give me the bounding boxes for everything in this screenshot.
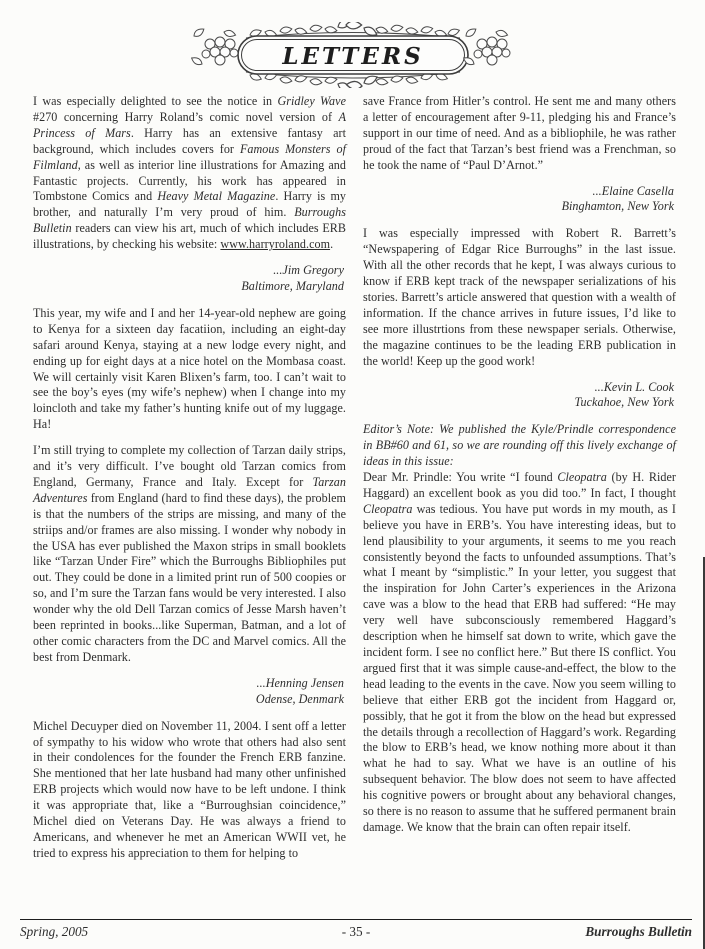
text-segment: from England (hard to find these days), the problem is that the numbers of the strips are missing, and many of the striips and/or frames are also missing. I wonder why nobody in the USA has ever published the Maxon strips in small booklets like “Tarzan Under Fire” which the Burroughs Bibliophiles put out. They could be done in a limited print run of 500 coopies or so, and I’m sure the Tarzan fans would be very interested. I also wonder why the old Dell Tarzan comics of Jesse Marsh haven’t been reprinted in books...like Superman, Batman, and a lot of other comic characters from the DC and Marvel comics. All the best from Denmark. [33, 490, 346, 664]
signature-line: Tuckahoe, New York [574, 395, 674, 410]
footer-issue-date: Spring, 2005 [20, 924, 89, 939]
signature-line: ...Jim Gregory [273, 263, 344, 278]
column-right [363, 94, 676, 872]
letter-paragraph [363, 470, 676, 836]
text-segment: Cleopatra [557, 470, 607, 485]
letter-signature [363, 184, 674, 216]
letter-paragraph [33, 306, 346, 433]
text-segment: was tedious. You have put words in my mouth, as I believe you have in ERB’s. You have interesting ideas, but to lend plausibility to your arguments, it seems to me you reach consistently beyond the facts to unfounded assumptions. That’s what I meant by “simplistic.” In your letter, you suggest that the inspiration for John Carter’s experiences in the Arizona cave was a blow to the head that ERB had suffered: “He may very well have subconsciously remembered Haggard’s description when he himself sat down to write, which gave the incident form. I see no conflict here.” But there IS conflict. You argued first that it was simple cause-and-effect, the blow to the head leading to the events in the cave. Now you seem willing to believe that either ERB got the incident from Haggard or, possibly, that he got it from the blow on the head but expressed the details through a recollection of Haggard’s work. Regarding the blow to ERB’s head, we know nothing more about it than what he had to say. What we have is an outline of his subsequent behavior. The blow does not seem to have affected his cognitive powers or brought about any behavioral changes, so there is no reason to assume that he suffered permanent brain damage. We know that the brain can often repair itself. [363, 501, 676, 834]
letter-paragraph [33, 94, 346, 253]
letters-banner [180, 22, 525, 88]
text-segment: I was especially impressed with Robert R. Barrett’s “Newspapering of Edgar Rice Burroughs” in the last issue. With all the other records that he kept, I was always curious to know if ERB kept track of the newspaper serializations of his stories. Barrett’s article answered that question with a wealth of information. If the chance arrives in future issues, I’d like to see more illustrtions from these newspaper serials. Otherwise, the magazine continues to be the leading ERB publication in the world! Keep up the good work! [363, 226, 676, 368]
letter-paragraph [33, 443, 346, 666]
page-title: LETTERS [282, 43, 424, 70]
text-segment: #270 concerning Harry Roland’s comic novel version of [33, 109, 339, 124]
text-segment: I was especially delighted to see the notice in [33, 94, 278, 108]
letter-signature [363, 380, 674, 412]
text-segment: save France from Hitler’s control. He sent me and many others a letter of encouragement after 9-11, pledging his and France’s support in our time of need. And as a bibliophile, he was rather proud of the fact that Tarzan’s best friend was a Frenchman, so he took the name of “Paul D’Arnot.” [363, 94, 676, 172]
text-segment: This year, my wife and I and her 14-year-old nephew are going to Kenya for a sixteen day facatiion, including an eight-day safari around Kenya, staying at a new lodge every night, and ending up for eight days at a nice hotel on the Mombasa coast. We will certainly visit Karen Blixen’s farm, too. I can’t wait to see the boy’s eyes (my wife’s nephew) when I change into my loincloth and take my father’s hunting knife out of my luggage. Ha! [33, 305, 346, 432]
letter-paragraph [363, 94, 676, 174]
footer-page-number: - 35 - [341, 924, 371, 939]
text-segment: Heavy Metal Magazine [157, 189, 276, 204]
signature-line: Baltimore, Maryland [241, 278, 344, 293]
signature-line: ...Henning Jensen [256, 675, 344, 690]
letters-columns [0, 90, 705, 872]
text-segment: A Princess of Mars [33, 109, 346, 140]
page-footer [20, 919, 692, 940]
text-segment: Cleopatra [363, 501, 413, 516]
letter-paragraph [33, 719, 346, 862]
letter-signature [33, 676, 344, 708]
website-link: www.harryroland.com [220, 237, 331, 252]
text-segment: . Harry has an extensive fantasy art background, which includes covers for [33, 125, 346, 156]
letter-paragraph [363, 422, 676, 470]
text-segment: I’m still trying to complete my collection of Tarzan daily strips, and it’s very difficult. I’ve bought old Tarzan comics from England, Germany, France and Italy. Except for [33, 443, 346, 489]
text-segment: Famous Monsters of Filmland [33, 141, 347, 172]
text-segment: Editor’s Note: We published the Kyle/Prindle correspondence in BB#60 and 61, so we are rounding off this lively exchange of ideas in this issue: [363, 422, 676, 469]
letter-signature [33, 263, 344, 295]
signature-line: Binghamton, New York [561, 199, 674, 214]
text-segment: , as well as interior line illustrations for Amazing and Fantastic projects. Currently, his work has appeared in Tombstone Comics and [33, 157, 346, 204]
footer-journal-title: Burroughs Bulletin [585, 924, 692, 939]
laurel-grape-ornament-icon [180, 22, 525, 88]
text-segment: Tarzan Adventures [33, 474, 346, 505]
letter-paragraph [363, 226, 676, 369]
text-segment: (by H. Rider Haggard) an excellent book as you did too.” In fact, I thought [363, 470, 676, 500]
text-segment: . Harry is my brother, and naturally I’m very proud of him. [33, 189, 346, 220]
signature-line: Odense, Denmark [255, 691, 344, 706]
signature-line: ...Elaine Casella [592, 183, 674, 198]
text-segment: Burroughs Bulletin [33, 205, 346, 236]
signature-line: ...Kevin L. Cook [594, 379, 674, 394]
text-segment: readers can view his art, much of which includes ERB illustrations, by checking his website: [33, 221, 346, 252]
text-segment: Michel Decuyper died on November 11, 2004. I sent off a letter of sympathy to his widow who wrote that others had also sent in their condolences for the founder the French ERB fanzine. She mentioned that her late husband had many other unfinished ERB projects which would now have to be left undone. I think it was appropriate that, like a “Burroughsian coincidence,” Michel died on Veterans Day. He was always a friend to Americans, and whenever he met an American WWII vet, he tried to express his appreciation to them for helping to [33, 718, 346, 860]
text-segment: Dear Mr. Prindle: You write “I found [363, 470, 558, 485]
text-segment: Gridley Wave [277, 94, 346, 108]
text-segment: . [330, 237, 334, 252]
column-left [33, 94, 346, 872]
